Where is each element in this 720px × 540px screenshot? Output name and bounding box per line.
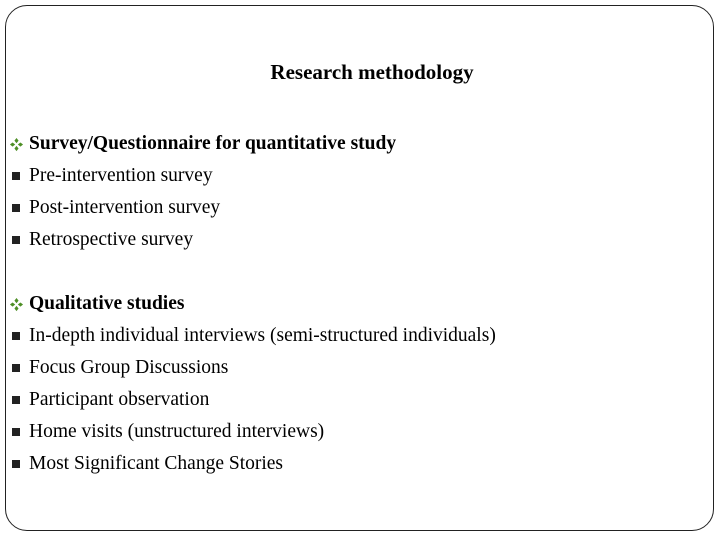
- list-item-text: Most Significant Change Stories: [29, 453, 284, 474]
- slide-content: [8, 128, 698, 480]
- section-heading: [8, 288, 698, 320]
- list-item-text: Home visits (unstructured interviews): [29, 421, 325, 442]
- slide-title: Research methodology: [270, 60, 474, 84]
- list-item: [8, 448, 698, 480]
- square-bullet-icon: [8, 460, 24, 468]
- square-bullet-icon: [8, 364, 24, 372]
- list-item-text: Post-intervention survey: [29, 197, 221, 218]
- list-item: [8, 192, 698, 224]
- section-quantitative: [8, 128, 698, 256]
- square-bullet-icon: [8, 396, 24, 404]
- diamond-bullet-icon: [8, 137, 24, 152]
- section-heading-text: Survey/Questionnaire for quantitative study: [29, 133, 397, 154]
- square-bullet-icon: [8, 172, 24, 180]
- list-item-text: Participant observation: [29, 389, 210, 410]
- square-bullet-icon: [8, 428, 24, 436]
- square-bullet-icon: [8, 236, 24, 244]
- list-item: [8, 416, 698, 448]
- section-heading: [8, 128, 698, 160]
- square-bullet-icon: [8, 204, 24, 212]
- list-item: [8, 352, 698, 384]
- square-bullet-icon: [8, 332, 24, 340]
- list-item: [8, 384, 698, 416]
- list-item-text: Focus Group Discussions: [29, 357, 229, 378]
- diamond-bullet-icon: [8, 297, 24, 312]
- list-item-text: Retrospective survey: [29, 229, 194, 250]
- list-item: [8, 320, 698, 352]
- list-item-text: In-depth individual interviews (semi-structured individuals): [29, 325, 496, 346]
- section-heading-text: Qualitative studies: [29, 293, 185, 314]
- section-qualitative: [8, 288, 698, 480]
- list-item: [8, 160, 698, 192]
- list-item-text: Pre-intervention survey: [29, 165, 213, 186]
- list-item: [8, 224, 698, 256]
